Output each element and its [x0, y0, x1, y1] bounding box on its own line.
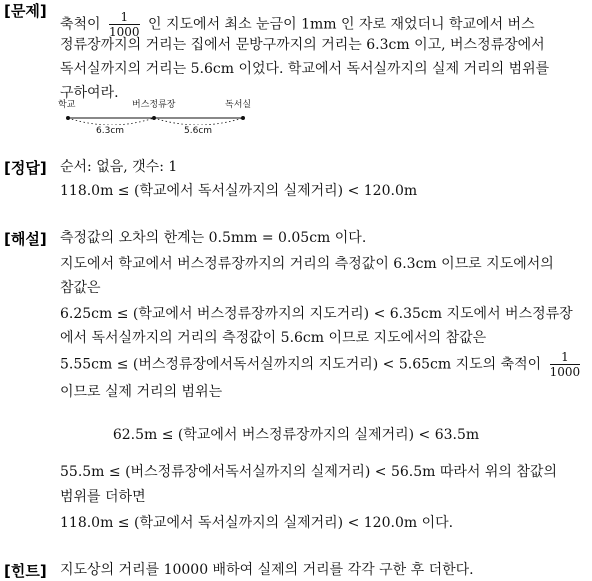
diagram-distance-2: 5.6cm — [184, 126, 213, 136]
problem-line-2: 정류장까지의 거리는 집에서 문방구까지의 거리는 6.3cm 이고, 버스정류장에서 — [60, 37, 545, 53]
explanation-line-1: 측정값의 오차의 한계는 0.5mm = 0.05cm 이다. — [60, 230, 367, 246]
explanation-fraction-numerator: 1 — [550, 350, 581, 365]
hint-line-1: 지도상의 거리를 10000 배하여 실제의 거리를 각각 구한 후 더한다. — [60, 562, 474, 578]
problem-line-4: 구하여라. — [60, 85, 119, 101]
explanation-line-9: 55.5m ≤ (버스정류장에서독서실까지의 실제거리) < 56.5m 따라서 위의 참값의 — [60, 464, 557, 480]
diagram-arc-2 — [154, 118, 243, 125]
explanation-fraction-denominator: 1000 — [549, 365, 581, 379]
diagram-point-library — [241, 116, 245, 120]
explanation-line-5: 에서 독서실까지의 거리의 측정값이 5.6cm 이므로 지도에서의 참값은 — [60, 330, 487, 346]
explanation-line-6 — [60, 350, 584, 379]
explanation-line-10: 범위를 더하면 — [60, 489, 146, 505]
problem-tag: [문제] — [4, 2, 47, 20]
diagram-label-library: 독서실 — [225, 100, 252, 110]
explanation-line-7: 이므로 실제 거리의 범위는 — [60, 384, 223, 400]
diagram-label-bus-stop: 버스정류장 — [132, 100, 176, 110]
explanation-line-2: 지도에서 학교에서 버스정류장까지의 거리의 측정값이 6.3cm 이므로 지도에서의 — [60, 256, 554, 272]
answer-line-1: 순서: 없음, 갯수: 1 — [60, 159, 178, 175]
problem-line-1-pre: 축척이 — [60, 16, 101, 33]
explanation-tag: [해설] — [4, 230, 47, 248]
diagram-arc-1 — [68, 118, 154, 125]
explanation-line-11: 118.0m ≤ (학교에서 독서실까지의 실제거리) < 120.0m 이다. — [60, 515, 454, 531]
scale-fraction — [109, 10, 140, 39]
scale-fraction-numerator: 1 — [109, 10, 140, 25]
explanation-scale-fraction — [550, 350, 581, 379]
problem-line-1-post: 인 지도에서 최소 눈금이 1mm 인 자로 재었더니 학교에서 버스 — [148, 16, 535, 33]
explanation-line-3: 참값은 — [60, 280, 101, 296]
answer-line-2: 118.0m ≤ (학교에서 독서실까지의 실제거리) < 120.0m — [60, 183, 418, 199]
explanation-line-4: 6.25cm ≤ (학교에서 버스정류장까지의 지도거리) < 6.35cm 지도에서 버스정류장 — [60, 306, 573, 322]
distance-diagram — [55, 98, 255, 136]
hint-tag: [힌트] — [4, 562, 47, 580]
problem-line-1 — [60, 10, 535, 39]
diagram-label-school: 학교 — [58, 100, 76, 110]
answer-tag: [정답] — [4, 159, 47, 177]
problem-line-3: 독서실까지의 거리는 5.6cm 이었다. 학교에서 독서실까지의 실제 거리의 범위를 — [60, 61, 550, 77]
scale-fraction-denominator: 1000 — [109, 25, 140, 39]
explanation-line-8: 62.5m ≤ (학교에서 버스정류장까지의 실제거리) < 63.5m — [112, 427, 480, 443]
explanation-line-6-pre: 5.55cm ≤ (버스정류장에서독서실까지의 지도거리) < 5.65cm 지도의 축적이 — [60, 356, 542, 373]
diagram-distance-1: 6.3cm — [96, 126, 125, 136]
